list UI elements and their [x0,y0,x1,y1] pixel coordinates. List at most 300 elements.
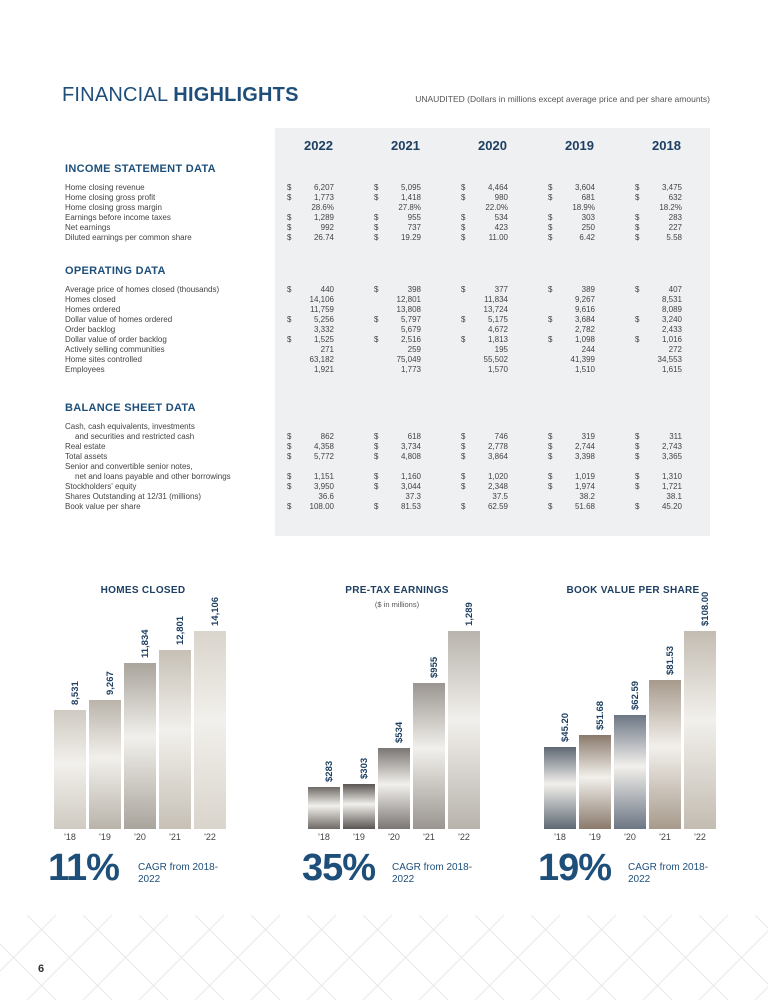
cagr-text: CAGR from 2018-2022 [138,862,219,885]
dollar-sign: $ [548,193,553,202]
cell-value: 8,089 [661,305,682,314]
cell-value: 955 [407,213,421,222]
cell-value: 36.6 [318,492,334,501]
cell-value: 5,772 [313,452,334,461]
table-cell [536,203,623,213]
dollar-sign: $ [374,472,379,481]
dollar-sign: $ [548,335,553,344]
cell-value: 18.2% [659,203,682,212]
table-cell [536,305,623,315]
cell-value: 2,743 [661,442,682,451]
row-label: Order backlog [65,325,116,334]
table-row [62,233,712,243]
chart-subtitle: ($ in millions) [374,600,420,609]
cell-value: 2,516 [400,335,421,344]
table-cell [449,452,536,462]
bar-value-label: 8,531 [70,681,81,705]
cell-value: 1,615 [661,365,682,374]
dollar-sign: $ [374,233,379,242]
cell-value: 1,019 [574,472,595,481]
table-cell [275,472,362,482]
dollar-sign: $ [548,183,553,192]
cell-value: 3,240 [661,315,682,324]
cell-value: 27.8% [398,203,421,212]
table-cell [362,345,449,355]
row-label: Employees [65,365,105,374]
dollar-sign: $ [635,442,640,451]
dollar-sign: $ [287,193,292,202]
x-tick-label: '19 [99,832,111,842]
table-cell [362,183,449,193]
table-cell [449,223,536,233]
cell-value: 41,399 [570,355,595,364]
table-cell [275,482,362,492]
dollar-sign: $ [548,442,553,451]
table-cell [449,325,536,335]
dollar-sign: $ [548,432,553,441]
table-cell [362,233,449,243]
cell-value: 4,808 [400,452,421,461]
dollar-sign: $ [461,432,466,441]
dollar-sign: $ [635,193,640,202]
bar-value-label: $81.53 [665,645,676,675]
cell-value: 250 [581,223,595,232]
cell-value: 28.6% [311,203,334,212]
table-cell [275,355,362,365]
cell-value: 55,502 [483,355,508,364]
dollar-sign: $ [374,442,379,451]
table-row [62,305,712,315]
table-cell [449,193,536,203]
cagr-value: 11% [48,847,119,889]
x-tick-label: '18 [554,832,566,842]
cell-value: 195 [494,345,508,354]
table-row [62,325,712,335]
table-cell [623,183,710,193]
table-cell [449,355,536,365]
cell-value: 259 [407,345,421,354]
dollar-sign: $ [287,442,292,451]
dollar-sign: $ [374,452,379,461]
table-row [62,285,712,295]
cell-value: 1,721 [661,482,682,491]
dollar-sign: $ [548,223,553,232]
table-cell [449,472,536,482]
section-operating: OPERATING DATA [65,265,166,277]
dollar-sign: $ [548,452,553,461]
chart-bar [88,699,122,830]
x-tick-label: '22 [458,832,470,842]
table-cell [536,183,623,193]
chart-bar [158,649,192,830]
dollar-sign: $ [461,482,466,491]
dollar-sign: $ [374,502,379,511]
table-cell [362,482,449,492]
bar-chart [538,585,728,905]
cell-value: 81.53 [400,502,421,511]
x-tick-label: '18 [318,832,330,842]
dollar-sign: $ [374,193,379,202]
table-cell [275,492,362,502]
cell-value: 618 [407,432,421,441]
chart-title: BOOK VALUE PER SHARE [566,585,700,596]
chart-plot [538,591,728,830]
bar-value-label: $51.68 [595,700,606,730]
table-cell [536,193,623,203]
table-row [62,335,712,345]
year-header: 2020 [478,138,507,153]
table-row [62,183,712,193]
dollar-sign: $ [461,452,466,461]
cell-value: 980 [494,193,508,202]
chart-bar [342,783,376,830]
table-cell [623,285,710,295]
dollar-sign: $ [287,452,292,461]
table-row [62,355,712,365]
cell-value: 3,332 [313,325,334,334]
cell-value: 9,616 [574,305,595,314]
cagr-callout [302,847,492,897]
table-cell [362,335,449,345]
table-cell [623,482,710,492]
cell-value: 1,160 [400,472,421,481]
cell-value: 389 [581,285,595,294]
cell-value: 1,570 [487,365,508,374]
table-cell [362,325,449,335]
year-header: 2019 [565,138,594,153]
cell-value: 51.68 [574,502,595,511]
table-cell [449,345,536,355]
table-cell [275,285,362,295]
page-title [62,84,299,107]
bar-value-label: $303 [359,757,370,779]
cell-value: 63,182 [309,355,334,364]
cell-value: 1,921 [313,365,334,374]
table-cell [362,203,449,213]
cell-value: 746 [494,432,508,441]
chart-bar [578,734,612,830]
table-row [62,502,712,512]
table-cell [275,325,362,335]
cell-value: 272 [668,345,682,354]
table-cell [449,482,536,492]
chart-bar [447,630,481,830]
cagr-value: 19% [538,847,612,889]
cell-value: 2,778 [487,442,508,451]
bar-value-label: 1,289 [464,602,475,626]
table-cell [362,213,449,223]
footer-pattern [0,915,768,1000]
table-cell [623,365,710,375]
table-cell [275,452,362,462]
bar-chart [48,585,238,905]
x-tick-label: '22 [694,832,706,842]
row-label: Actively selling communities [65,345,165,354]
cell-value: 6.42 [579,233,595,242]
dollar-sign: $ [635,482,640,491]
table-cell [449,335,536,345]
dollar-sign: $ [461,315,466,324]
table-cell [536,365,623,375]
table-row [62,345,712,355]
cell-value: 5.58 [666,233,682,242]
cagr-text: CAGR from 2018-2022 [392,862,473,885]
row-label: Shares Outstanding at 12/31 (millions) [65,492,202,501]
dollar-sign: $ [461,335,466,344]
cell-value: 1,974 [574,482,595,491]
cell-value: 319 [581,432,595,441]
row-label: Earnings before income taxes [65,213,171,222]
cell-value: 681 [581,193,595,202]
table-row [62,432,712,442]
cell-value: 2,348 [487,482,508,491]
x-tick-label: '20 [624,832,636,842]
cell-value: 311 [669,432,682,441]
dollar-sign: $ [635,183,640,192]
row-label: Stockholders' equity [65,482,137,491]
table-cell [362,492,449,502]
cagr-text: CAGR from 2018-2022 [628,862,709,885]
cell-value: 1,016 [661,335,682,344]
cell-value: 5,797 [400,315,421,324]
dollar-sign: $ [635,452,640,461]
dollar-sign: $ [374,315,379,324]
title-bold: HIGHLIGHTS [173,84,299,106]
cell-value: 9,267 [574,295,595,304]
dollar-sign: $ [461,502,466,511]
dollar-sign: $ [548,472,553,481]
bar-value-label: 11,834 [140,629,151,658]
dollar-sign: $ [374,183,379,192]
table-cell [623,223,710,233]
cell-value: 271 [320,345,334,354]
row-label: net and loans payable and other borrowings [75,472,231,481]
x-tick-label: '20 [134,832,146,842]
cell-value: 992 [320,223,334,232]
table-cell [536,233,623,243]
bar-value-label: 9,267 [105,671,116,695]
row-label: Real estate [65,442,106,451]
cell-value: 3,475 [661,183,682,192]
dollar-sign: $ [287,335,292,344]
table-cell [536,452,623,462]
chart-bar [377,747,411,830]
cell-value: 377 [494,285,508,294]
table-cell [536,315,623,325]
table-cell [623,502,710,512]
cell-value: 4,358 [313,442,334,451]
cell-value: 3,398 [574,452,595,461]
cell-value: 3,734 [400,442,421,451]
year-header: 2021 [391,138,420,153]
table-cell [623,345,710,355]
cell-value: 3,604 [574,183,595,192]
dollar-sign: $ [374,223,379,232]
chart-bar [613,714,647,830]
dollar-sign: $ [461,442,466,451]
table-cell [449,502,536,512]
x-tick-label: '18 [64,832,76,842]
row-label: Homes closed [65,295,116,304]
table-cell [275,193,362,203]
cell-value: 19.29 [400,233,421,242]
page-header [62,84,712,108]
title-light: FINANCIAL [62,84,168,106]
chart-bar [412,682,446,830]
cell-value: 108.00 [309,502,334,511]
chart-bar [193,630,227,830]
charts-area [40,585,740,905]
dollar-sign: $ [635,213,640,222]
cell-value: 45.20 [661,502,682,511]
x-tick-label: '21 [659,832,671,842]
table-cell [536,223,623,233]
cell-value: 4,464 [487,183,508,192]
table-cell [536,472,623,482]
cell-value: 22.0% [485,203,508,212]
table-cell [275,203,362,213]
table-cell [536,345,623,355]
dollar-sign: $ [287,233,292,242]
dollar-sign: $ [635,472,640,481]
cell-value: 37.3 [405,492,421,501]
x-tick-label: '20 [388,832,400,842]
dollar-sign: $ [635,223,640,232]
table-cell [275,442,362,452]
table-cell [362,472,449,482]
cell-value: 13,724 [483,305,508,314]
cagr-callout [538,847,728,897]
row-label: Book value per share [65,502,141,511]
chart-bar [53,709,87,830]
table-cell [362,193,449,203]
financial-table [62,128,712,538]
cell-value: 38.1 [666,492,682,501]
dollar-sign: $ [548,213,553,222]
table-cell [536,355,623,365]
cell-value: 5,175 [487,315,508,324]
cell-value: 1,510 [574,365,595,374]
cell-value: 1,020 [487,472,508,481]
table-cell [536,482,623,492]
cell-value: 1,418 [400,193,421,202]
cell-value: 1,773 [400,365,421,374]
dollar-sign: $ [374,213,379,222]
table-cell [275,432,362,442]
dollar-sign: $ [287,315,292,324]
table-row [62,213,712,223]
dollar-sign: $ [548,233,553,242]
table-cell [623,193,710,203]
bar-value-label: $283 [324,760,335,782]
cell-value: 11.00 [488,233,508,242]
x-tick-label: '19 [589,832,601,842]
table-cell [623,325,710,335]
bar-value-label: 12,801 [175,615,186,645]
table-cell [275,213,362,223]
cell-value: 5,256 [313,315,334,324]
cell-value: 3,684 [574,315,595,324]
dollar-sign: $ [461,223,466,232]
dollar-sign: $ [635,335,640,344]
chart-plot [48,596,238,830]
bar-value-label: 14,106 [210,596,221,626]
table-row [62,482,712,492]
cell-value: 14,106 [309,295,334,304]
table-row [62,203,712,213]
chart-bar [683,630,717,830]
page-subtitle: UNAUDITED (Dollars in millions except average price and per share amounts) [415,94,710,104]
table-cell [623,442,710,452]
cell-value: 737 [407,223,421,232]
section-balance-sheet: BALANCE SHEET DATA [65,402,196,414]
bar-value-label: $45.20 [560,712,571,742]
x-tick-label: '21 [423,832,435,842]
table-cell [623,295,710,305]
year-header: 2018 [652,138,681,153]
dollar-sign: $ [287,472,292,481]
table-row [62,492,712,502]
dollar-sign: $ [287,482,292,491]
table-row [62,472,712,482]
dollar-sign: $ [548,502,553,511]
table-cell [623,355,710,365]
year-header: 2022 [304,138,333,153]
cell-value: 398 [407,285,421,294]
cell-value: 1,525 [313,335,334,344]
table-row [62,223,712,233]
cell-value: 6,207 [313,183,334,192]
table-cell [362,442,449,452]
cell-value: 2,782 [574,325,595,334]
table-cell [623,472,710,482]
dollar-sign: $ [635,233,640,242]
table-cell [536,502,623,512]
dollar-sign: $ [548,482,553,491]
table-cell [536,335,623,345]
row-label: Dollar value of homes ordered [65,315,173,324]
table-row [62,452,712,462]
chart-bar [123,662,157,830]
dollar-sign: $ [461,285,466,294]
table-cell [623,452,710,462]
table-cell [275,223,362,233]
chart-bar [648,679,682,830]
table-row [62,315,712,325]
cell-value: 4,672 [487,325,508,334]
table-cell [275,315,362,325]
table-cell [536,285,623,295]
cell-value: 227 [668,223,682,232]
table-cell [536,295,623,305]
cell-value: 5,095 [400,183,421,192]
table-cell [449,305,536,315]
table-cell [449,285,536,295]
cell-value: 13,808 [396,305,421,314]
table-row [62,442,712,452]
chart-bar [307,786,341,830]
bar-value-label: $108.00 [700,591,711,626]
dollar-sign: $ [374,285,379,294]
table-cell [623,203,710,213]
table-cell [449,183,536,193]
table-cell [536,432,623,442]
table-cell [623,233,710,243]
table-cell [449,233,536,243]
table-row [62,193,712,203]
table-cell [362,295,449,305]
table-cell [362,365,449,375]
